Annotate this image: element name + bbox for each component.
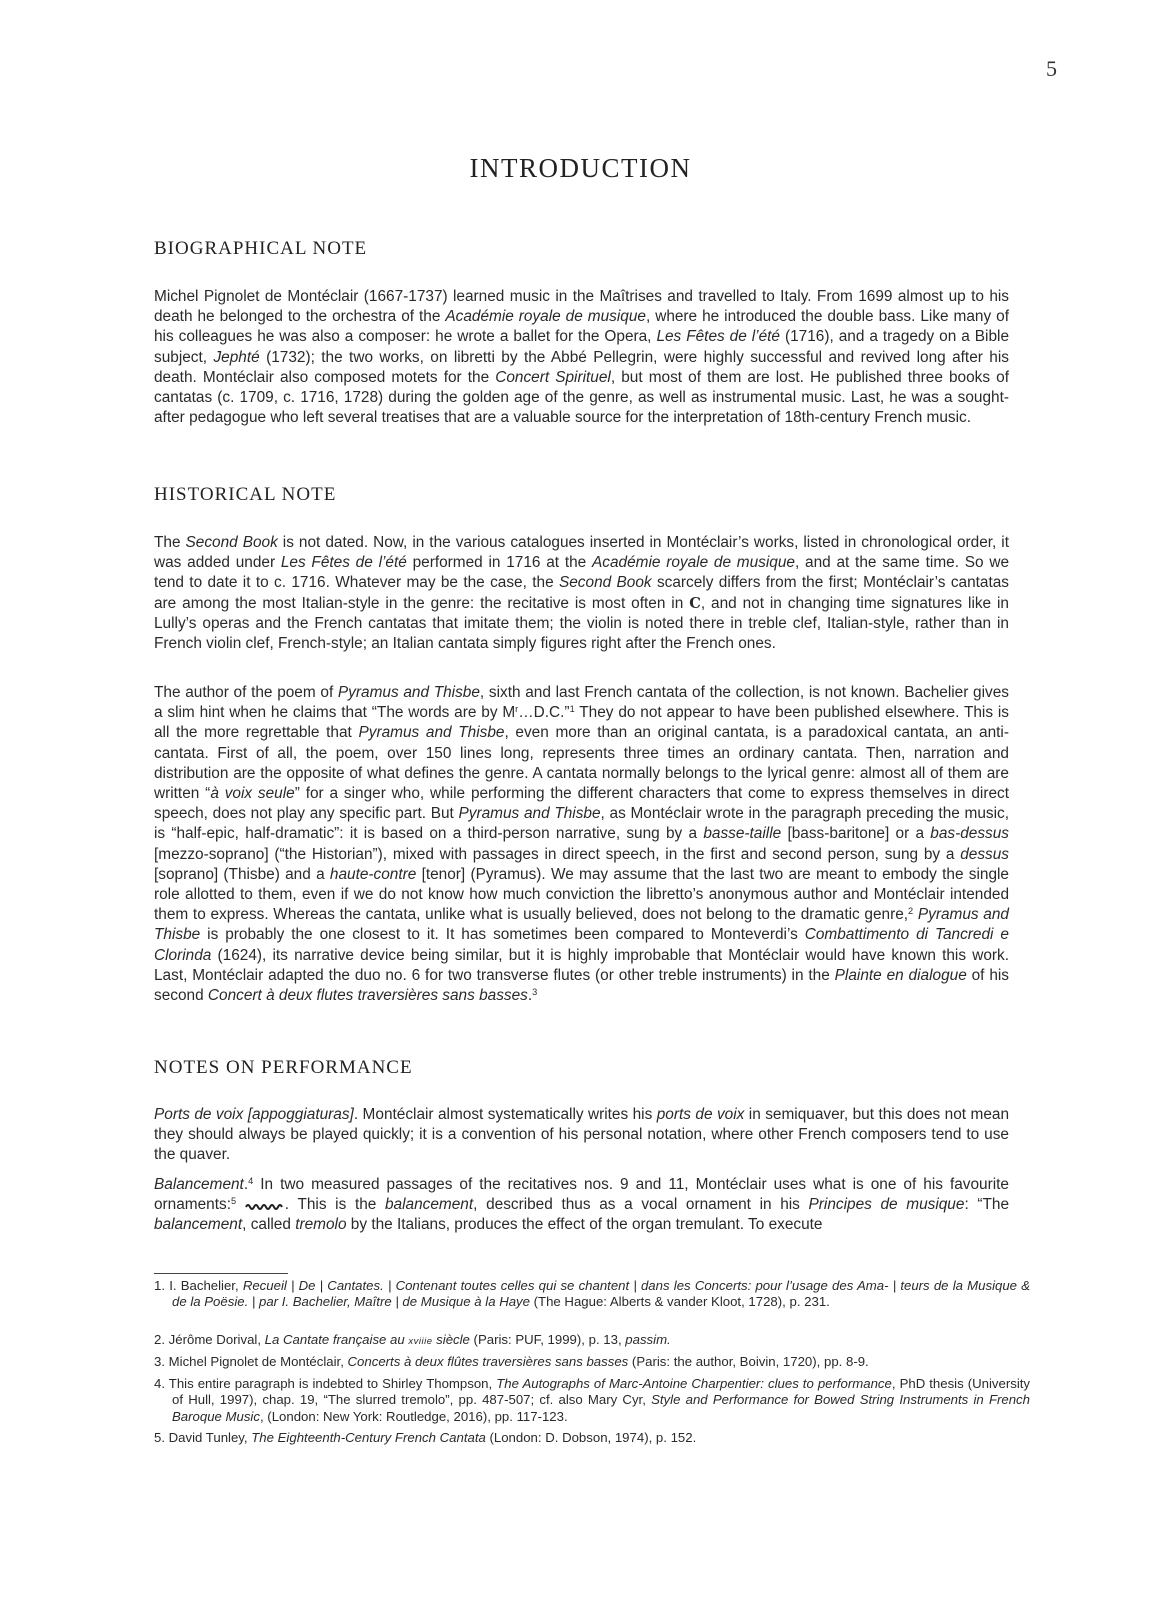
- section-heading-performance: NOTES ON PERFORMANCE: [154, 1057, 413, 1078]
- footnote-ref-3[interactable]: 3: [532, 986, 538, 997]
- footnote-ref-1[interactable]: 1: [569, 704, 575, 715]
- footnote-ref-5[interactable]: 5: [231, 1196, 237, 1207]
- footnote-ref-2[interactable]: 2: [908, 906, 914, 917]
- footnote-1: 1. I. Bachelier, Recueil | De | Cantates. | Contenant toutes celles qui se chantent | dans les Concerts: pour l’usage des Ama- | teurs de la Musique & de la Poësie. | par I. Bachelier, Maître | de Musique à la Haye (The Hague: Alberts & vander Kloot, 1728), p. 231.: [154, 1278, 1030, 1310]
- balancement-ornament-icon: [245, 1201, 285, 1211]
- footnote-divider: [154, 1273, 288, 1274]
- page-title: INTRODUCTION: [469, 153, 692, 183]
- page-number: 5: [1046, 56, 1057, 81]
- paragraph-biography: Michel Pignolet de Montéclair (1667-1737) learned music in the Maîtrises and travelled to Italy. From 1699 almost up to his death he belonged to the orchestra of the Académie royale de musique, where he introduced the double bass. Like many of his colleagues he was also a composer: he wrote a ballet for the Opera, Les Fêtes de l’été (1716), and a tragedy on a Bible subject, Jephté (1732); the two works, on libretti by the Abbé Pellegrin, were highly successful and revived long after his death. Montéclair also composed motets for the Concert Spirituel, but most of them are lost. He published three books of cantatas (c. 1709, c. 1716, 1728) during the golden age of the genre, as well as instrumental music. Last, he was a sought-after pedagogue who left several treatises that are a valuable source for the interpretation of 18th-century French music.: [154, 288, 1009, 427]
- paragraph-balancement: Balancement.$^4$ In two measured passages of the recitatives nos. 9 and 11, Montéclair uses what is one of his favourite ornaments:$^5$ . This is the balancement, described thus as a vocal ornament in his Principes de musique: “The balancement, called tremolo by the Italians, produces the effect of the organ tremulant. To execute: [154, 1175, 1010, 1234]
- paragraph-historical-2: The author of the poem of Pyramus and Thisbe, sixth and last French cantata of the collection, is not known. Bachelier gives a slim hint when he claims that “The words are by $M^r\dots D.C.”^1$ They do not appear to have been published elsewhere. This is all the more regrettable that Pyramus and Thisbe, even more than an original cantata, is a paradoxical cantata, an anti-cantata. First of all, the poem, over 150 lines long, represents three times an ordinary cantata. Then, narration and distribution are the opposite of what defines the genre. A cantata normally belongs to the lyrical genre: almost all of them are written “à voix seule” for a singer who, while performing the different characters that come to express themselves in direct speech, does not play any specific part. But Pyramus and Thisbe, as Montéclair wrote in the paragraph preceding the music, is “half-epic, half-dramatic”: it is based on a third-person narrative, sung by a basse-taille [bass-baritone] or a bas-dessus [mezzo-soprano] (“the Historian”), mixed with passages in direct speech, in the first and second person, sung by a dessus [soprano] (Thisbe) and a haute-contre [tenor] (Pyramus). We may assume that the last two are meant to embody the single role allotted to them, even if we do not know how much conviction the libretto’s anonymous author and Montéclair intended them to express. Whereas the cantata, unlike what is usually believed, does not belong to the dramatic genre,$^2$ Pyramus and Thisbe is probably the one closest to it. It has sometimes been compared to Monteverdi’s Combattimento di Tancredi e Clorinda (1624), its narrative device being similar, but it is highly improbable that Montéclair would have known this work. Last, Montéclair adapted the duo no. 6 for two transverse flutes (or other treble instruments) in the Plainte en dialogue of his second Concert à deux flutes traversières sans basses.$^3$: [154, 684, 1010, 1005]
- section-heading-historical: HISTORICAL NOTE: [154, 484, 337, 505]
- footnote-2: 2. Jérôme Dorival, La Cantate française au xviiie siècle (Paris: PUF, 1999), p. 13, passim.: [154, 1332, 671, 1347]
- paragraph-historical-1: The Second Book is not dated. Now, in the various catalogues inserted in Montéclair’s works, listed in chronological order, it was added under Les Fêtes de l’été performed in 1716 at the Académie royale de musique, and at the same time. So we tend to date it to c. 1716. Whatever may be the case, the Second Book scarcely differs from the first; Montéclair’s cantatas are among the most Italian-style in the genre: the recitative is most often in C, and not in changing time signatures like in Lully’s operas and the French cantatas that imitate them; the violin is noted there in treble clef, Italian-style, rather than in French violin clef, French-style; an Italian cantata simply figures right after the French ones.: [154, 534, 1010, 653]
- footnote-5: 5. David Tunley, The Eighteenth-Century French Cantata (London: D. Dobson, 1974), p. 152.: [154, 1430, 697, 1445]
- footnote-4: 4. This entire paragraph is indebted to Shirley Thompson, The Autographs of Marc-Antoine Charpentier: clues to performance, PhD thesis (University of Hull, 1997), chap. 19, “The slurred tremolo”, pp. 487-507; cf. also Mary Cyr, Style and Performance for Bowed String Instruments in French Baroque Music, (London: New York: Routledge, 2016), pp. 117-123.: [154, 1376, 1031, 1424]
- section-heading-biographical: BIOGRAPHICAL NOTE: [154, 238, 368, 259]
- footnote-3: 3. Michel Pignolet de Montéclair, Concerts à deux flûtes traversières sans basses (Paris: the author, Boivin, 1720), pp. 8-9.: [154, 1354, 869, 1369]
- common-time-symbol: C: [689, 594, 701, 612]
- footnote-ref-4[interactable]: 4: [248, 1175, 254, 1186]
- paragraph-ports-de-voix: Ports de voix [appoggiaturas]. Montéclair almost systematically writes his ports de voix in semiquaver, but this does not mean they should always be played quickly; it is a convention of his personal notation, where other French composers tend to use the quaver.: [154, 1106, 1010, 1164]
